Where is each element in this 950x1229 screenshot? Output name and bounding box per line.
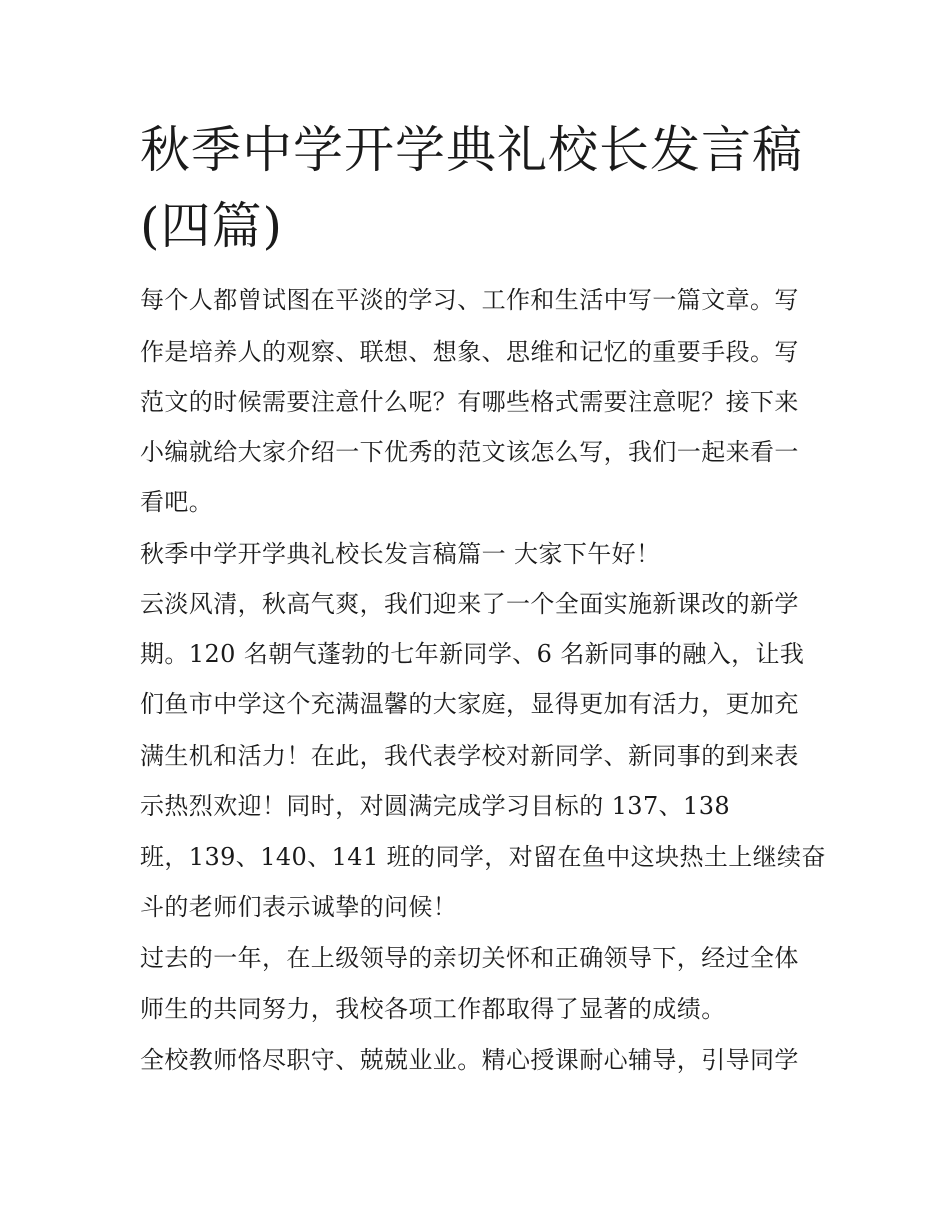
body-line: 们鱼市中学这个充满温馨的大家庭，显得更加有活力，更加充 <box>140 690 799 718</box>
body-line: 过去的一年，在上级领导的亲切关怀和正确领导下，经过全体 <box>140 944 799 972</box>
section-heading: 秋季中学开学典礼校长发言稿篇一 大家下午好！ <box>140 540 661 568</box>
body-line: 示热烈欢迎！同时，对圆满完成学习目标的 137、138 <box>140 792 731 820</box>
body-line: 班，139、140、141 班的同学，对留在鱼中这块热土上继续奋 <box>140 843 826 871</box>
body-line: 斗的老师们表示诚挚的问候！ <box>140 893 458 921</box>
body-line: 看吧。 <box>140 488 214 516</box>
body-line: 全校教师恪尽职守、兢兢业业。精心授课耐心辅导，引导同学 <box>140 1046 799 1074</box>
body-line: 期。120 名朝气蓬勃的七年新同学、6 名新同事的融入，让我 <box>140 640 805 668</box>
body-line: 云淡风清，秋高气爽，我们迎来了一个全面实施新课改的新学 <box>140 590 799 618</box>
title-line-2: (四篇) <box>140 197 284 255</box>
body-line: 范文的时候需要注意什么呢？有哪些格式需要注意呢？接下来 <box>140 388 799 416</box>
document-title <box>140 112 820 264</box>
body-line: 每个人都曾试图在平淡的学习、工作和生活中写一篇文章。写 <box>140 286 799 314</box>
body-line: 满生机和活力！在此，我代表学校对新同学、新同事的到来表 <box>140 742 799 770</box>
body-line: 师生的共同努力，我校各项工作都取得了显著的成绩。 <box>140 995 726 1023</box>
body-line: 作是培养人的观察、联想、想象、思维和记忆的重要手段。写 <box>140 338 799 366</box>
body-line: 小编就给大家介绍一下优秀的范文该怎么写，我们一起来看一 <box>140 438 799 466</box>
title-line-1: 秋季中学开学典礼校长发言稿 <box>140 121 803 179</box>
